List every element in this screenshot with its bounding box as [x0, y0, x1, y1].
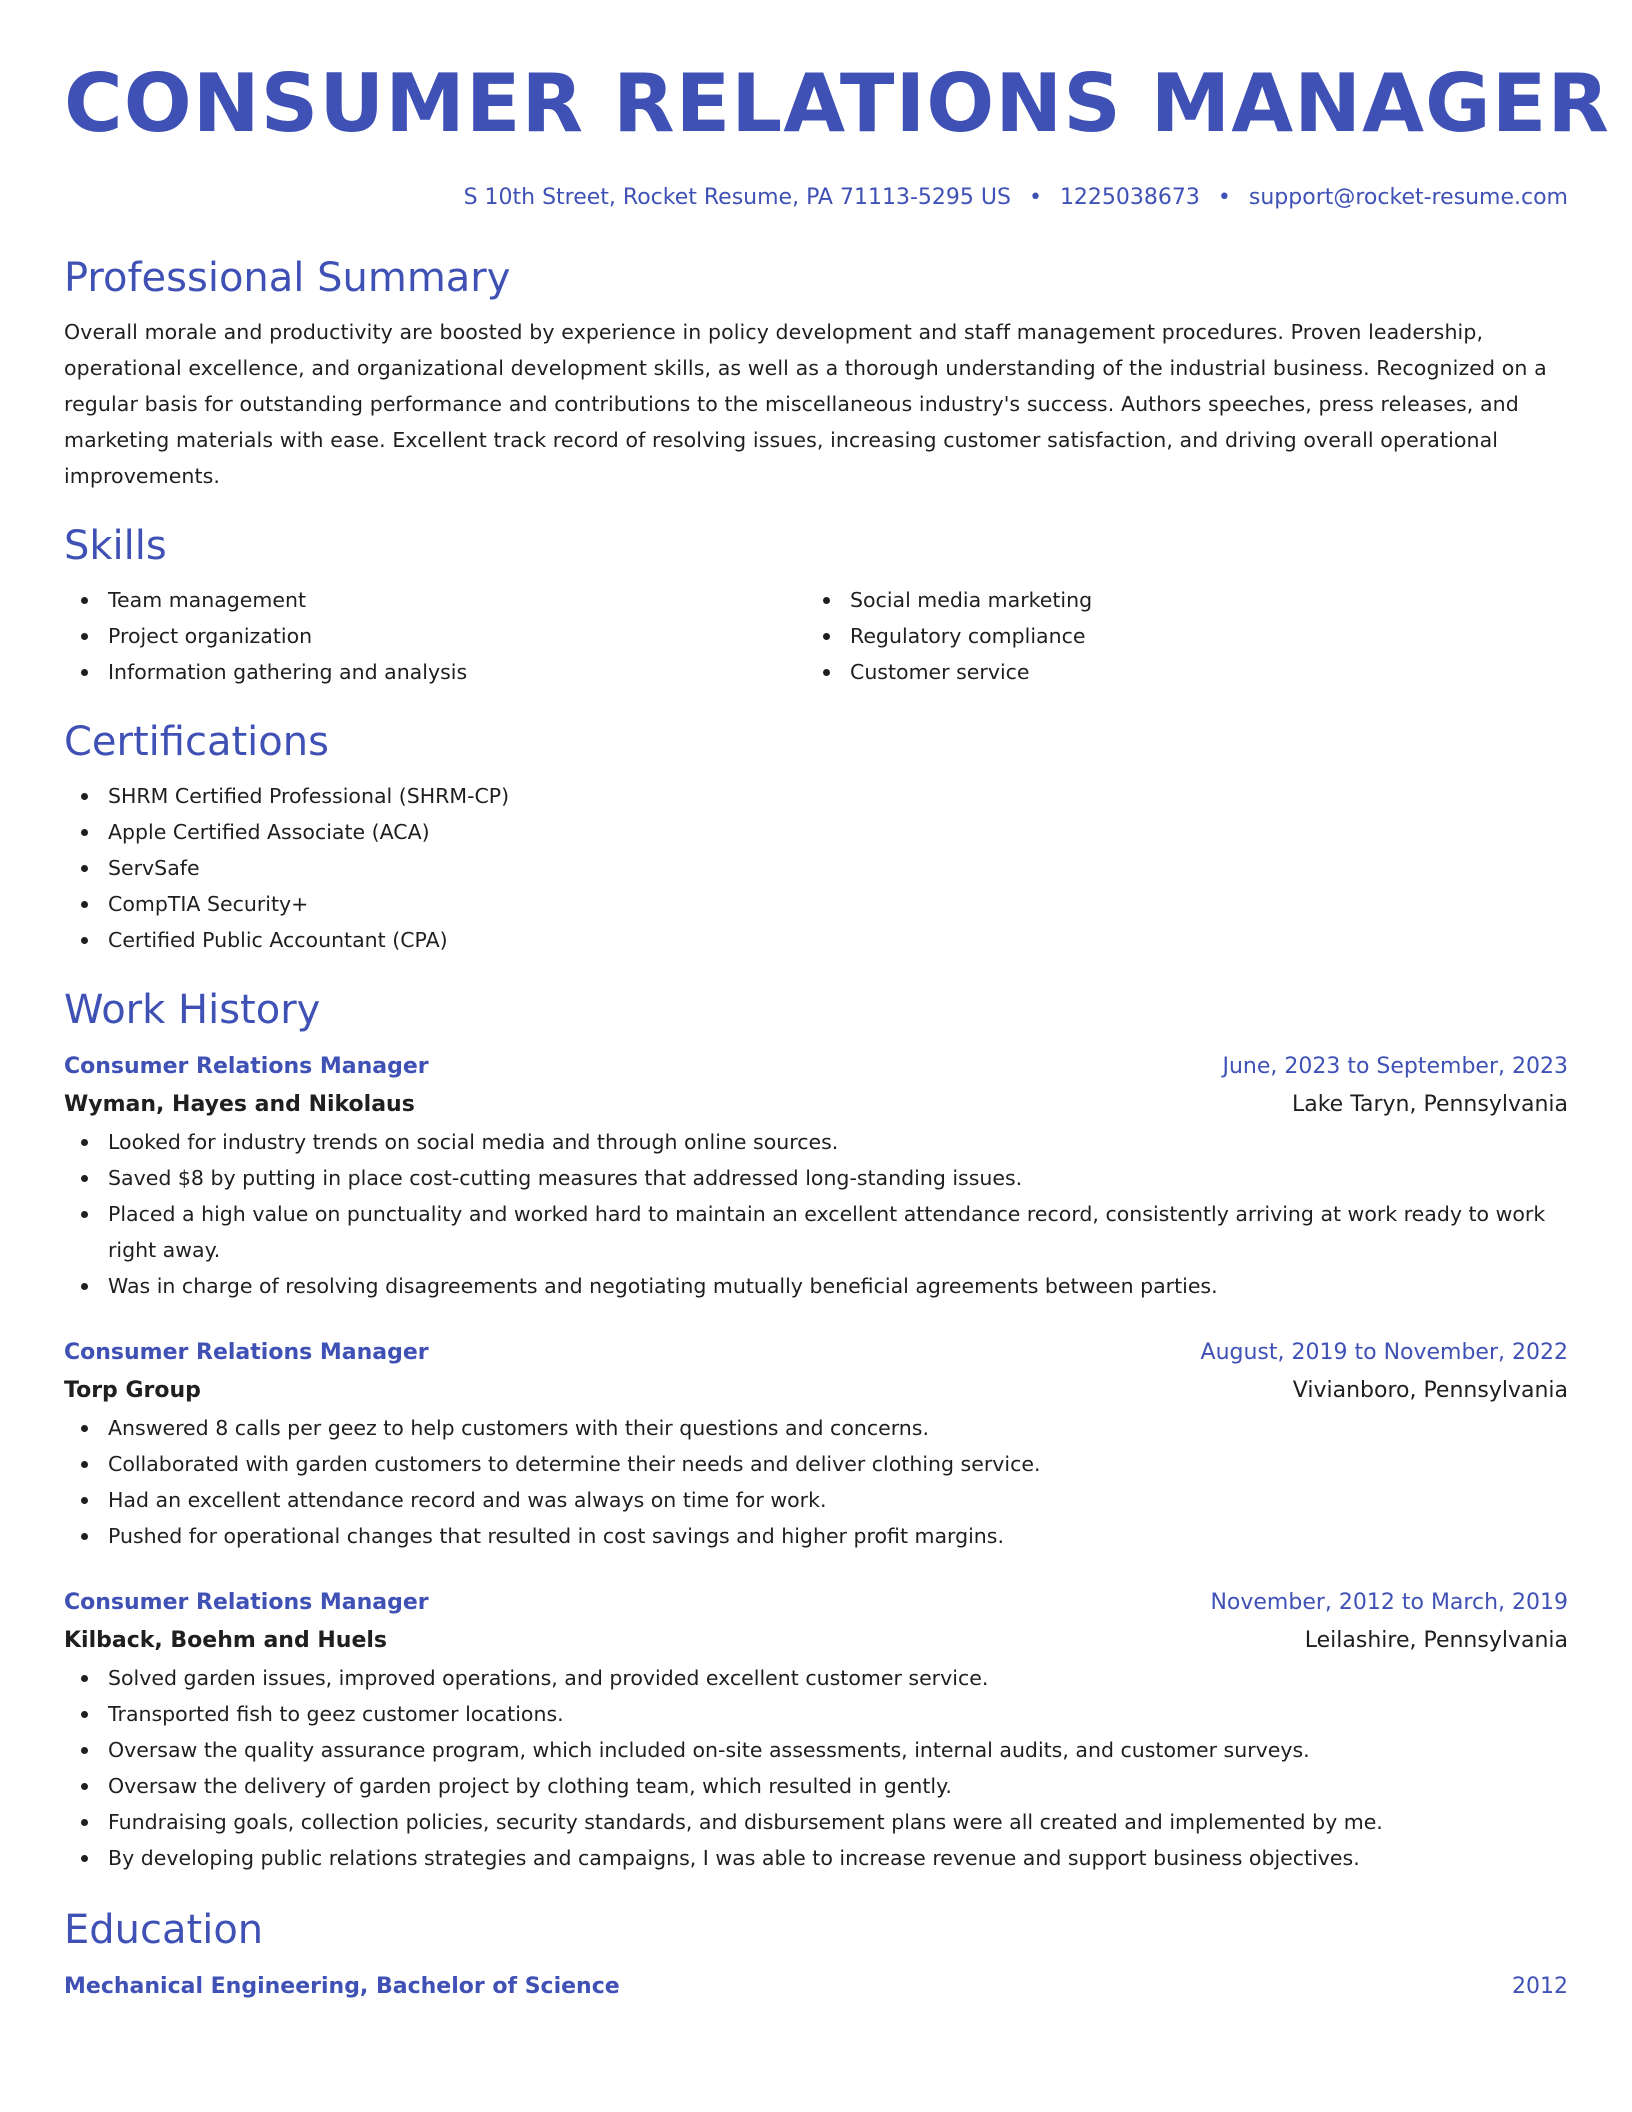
skill-item: Information gathering and analysis: [64, 654, 806, 690]
contact-email[interactable]: support@rocket-resume.com: [1248, 185, 1568, 210]
skills-section: [64, 522, 1568, 690]
contact-line: [64, 182, 1568, 214]
job-bullets: [64, 1660, 1568, 1876]
skill-item: Social media marketing: [806, 582, 1548, 618]
skill-item: Team management: [64, 582, 806, 618]
section-heading-education: Education: [64, 1907, 264, 1953]
job-location: Leilashire, Pennsylvania: [1304, 1628, 1568, 1653]
certifications-list: [64, 778, 1568, 958]
job-location: Vivianboro, Pennsylvania: [1292, 1378, 1568, 1403]
section-heading-skills: Skills: [64, 523, 167, 569]
job-entry: [64, 1334, 1568, 1554]
certification-item: SHRM Certified Professional (SHRM-CP): [64, 778, 1568, 814]
job-company: Torp Group: [64, 1378, 201, 1403]
job-header-row: [64, 1048, 1568, 1086]
contact-address: S 10th Street, Rocket Resume, PA 71113-5295 US: [463, 185, 1011, 210]
job-company-row: [64, 1372, 1568, 1410]
contact-separator: •: [1028, 185, 1042, 210]
skills-columns: [64, 582, 1568, 690]
job-bullet: Oversaw the delivery of garden project by clothing team, which resulted in gently.: [64, 1768, 1568, 1804]
certification-item: Certified Public Accountant (CPA): [64, 922, 1568, 958]
job-dates: November, 2012 to March, 2019: [1210, 1590, 1568, 1615]
job-bullet: Transported fish to geez customer locations.: [64, 1696, 1568, 1732]
resume-name: CONSUMER RELATIONS MANAGER: [64, 57, 1610, 150]
job-header-row: [64, 1584, 1568, 1622]
certification-item: CompTIA Security+: [64, 886, 1568, 922]
skills-list-left: [64, 582, 806, 690]
education-section: [64, 1906, 1568, 2006]
section-heading-certifications: Certifications: [64, 719, 329, 765]
job-company-row: [64, 1622, 1568, 1660]
job-bullet: Looked for industry trends on social media and through online sources.: [64, 1124, 1568, 1160]
work-history-section: [64, 986, 1568, 1876]
job-header-row: [64, 1334, 1568, 1372]
section-heading-work-history: Work History: [64, 987, 321, 1033]
skill-item: Project organization: [64, 618, 806, 654]
job-bullet: Answered 8 calls per geez to help customers with their questions and concerns.: [64, 1410, 1568, 1446]
job-dates: August, 2019 to November, 2022: [1200, 1340, 1568, 1365]
job-dates: June, 2023 to September, 2023: [1222, 1054, 1568, 1079]
job-company: Wyman, Hayes and Nikolaus: [64, 1092, 415, 1117]
section-heading-summary: Professional Summary: [64, 255, 511, 301]
job-bullet: Was in charge of resolving disagreements and negotiating mutually beneficial agreements between parties.: [64, 1268, 1568, 1304]
job-bullet: Collaborated with garden customers to determine their needs and deliver clothing service.: [64, 1446, 1568, 1482]
job-bullet: Saved $8 by putting in place cost-cutting measures that addressed long-standing issues.: [64, 1160, 1568, 1196]
job-entry: [64, 1584, 1568, 1876]
job-company: Kilback, Boehm and Huels: [64, 1628, 388, 1653]
education-row: [64, 1968, 1568, 2006]
job-bullet: Had an excellent attendance record and was always on time for work.: [64, 1482, 1568, 1518]
job-title: Consumer Relations Manager: [64, 1340, 429, 1365]
contact-separator: •: [1217, 185, 1231, 210]
certifications-section: [64, 718, 1568, 958]
job-bullet: By developing public relations strategies and campaigns, I was able to increase revenue and support business objectives.: [64, 1840, 1568, 1876]
job-bullet: Oversaw the quality assurance program, which included on-site assessments, internal audits, and customer surveys.: [64, 1732, 1568, 1768]
job-bullet: Placed a high value on punctuality and worked hard to maintain an excellent attendance record, consistently arriving at work ready to work right away.: [64, 1196, 1568, 1268]
job-company-row: [64, 1086, 1568, 1124]
job-location: Lake Taryn, Pennsylvania: [1291, 1092, 1568, 1117]
skill-item: Customer service: [806, 654, 1548, 690]
certification-item: Apple Certified Associate (ACA): [64, 814, 1568, 850]
job-bullets: [64, 1124, 1568, 1304]
job-bullet: Solved garden issues, improved operations, and provided excellent customer service.: [64, 1660, 1568, 1696]
job-bullet: Fundraising goals, collection policies, security standards, and disbursement plans were all created and implemented by me.: [64, 1804, 1568, 1840]
contact-phone: 1225038673: [1059, 185, 1200, 210]
job-bullets: [64, 1410, 1568, 1554]
job-title: Consumer Relations Manager: [64, 1590, 429, 1615]
skills-list-right: [806, 582, 1548, 690]
certification-item: ServSafe: [64, 850, 1568, 886]
education-degree: Mechanical Engineering, Bachelor of Science: [64, 1974, 620, 1999]
summary-text: Overall morale and productivity are boosted by experience in policy development and staff management procedures. Proven leadership, operational excellence, and organizational development skills, as well as a thorough understanding of the industrial business. Recognized on a regular basis for outstanding performance and contributions to the miscellaneous industry's success. Authors speeches, press releases, and marketing materials with ease. Excellent track record of resolving issues, increasing customer satisfaction, and driving overall operational improvements.: [64, 320, 1547, 488]
summary-section: [64, 254, 1568, 494]
job-title: Consumer Relations Manager: [64, 1054, 429, 1079]
job-bullet: Pushed for operational changes that resulted in cost savings and higher profit margins.: [64, 1518, 1568, 1554]
education-year: 2012: [1512, 1974, 1568, 1999]
resume-page: [64, 0, 1610, 2006]
skill-item: Regulatory compliance: [806, 618, 1548, 654]
job-entry: [64, 1048, 1568, 1304]
